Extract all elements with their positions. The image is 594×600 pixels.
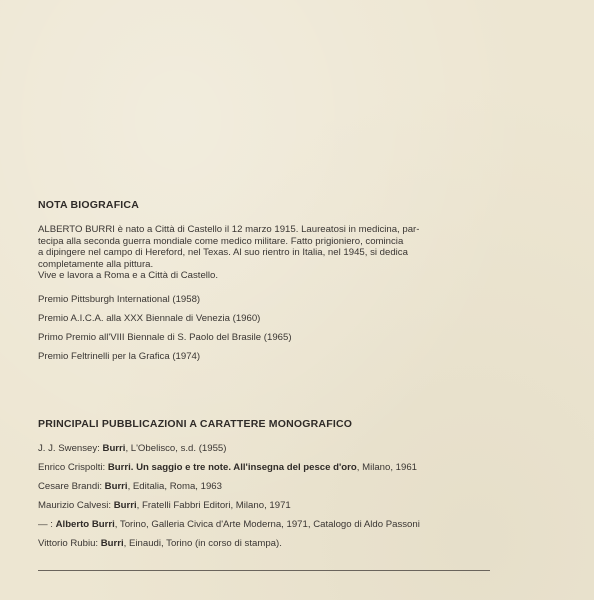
publication-details: , Torino, Galleria Civica d'Arte Moderna, 1971, Catalogo di Aldo Passoni xyxy=(114,519,420,530)
award-item: Primo Premio all'VIII Biennale di S. Paolo del Brasile (1965) xyxy=(38,332,292,343)
bio-paragraph xyxy=(38,224,538,282)
publication-author: J. J. Swensey: xyxy=(38,443,103,454)
publication-title: Alberto Burri xyxy=(55,519,115,530)
publication-author: Maurizio Calvesi: xyxy=(38,500,114,511)
publication-title: Burri xyxy=(113,500,137,511)
publication-details: , Editalia, Roma, 1963 xyxy=(127,481,222,492)
publication-author: Vittorio Rubiu: xyxy=(38,538,101,549)
bio-line: completamente alla pittura. xyxy=(38,258,154,270)
awards-list xyxy=(38,294,292,370)
publication-details: , Milano, 1961 xyxy=(356,462,418,473)
award-item: Premio A.I.C.A. alla XXX Biennale di Venezia (1960) xyxy=(38,313,261,324)
publication-author: — : xyxy=(38,519,56,530)
publication-item xyxy=(38,443,420,462)
publication-details: , L'Obelisco, s.d. (1955) xyxy=(125,443,227,454)
bio-line: a dipingere nel campo di Hereford, nel Texas. Al suo rientro in Italia, nel 1945, si dedica xyxy=(38,247,408,259)
publications-heading: PRINCIPALI PUBBLICAZIONI A CARATTERE MONOGRAFICO xyxy=(38,418,353,430)
publication-item xyxy=(38,519,420,538)
publication-details: , Einaudi, Torino (in corso di stampa). xyxy=(123,538,282,549)
award-item: Premio Pittsburgh International (1958) xyxy=(38,294,201,305)
footer-divider xyxy=(38,570,490,571)
bio-line: tecipa alla seconda guerra mondiale come medico militare. Fatto prigioniero, comincia xyxy=(38,235,404,247)
publication-author: Cesare Brandi: xyxy=(38,481,105,492)
publication-item xyxy=(38,538,420,557)
award-item: Premio Feltrinelli per la Grafica (1974) xyxy=(38,351,201,362)
publication-item xyxy=(38,462,420,481)
publication-details: , Fratelli Fabbri Editori, Milano, 1971 xyxy=(136,500,291,511)
publications-list xyxy=(38,443,420,557)
publication-title: Burri. Un saggio e tre note. All'insegna del pesce d'oro xyxy=(107,462,357,473)
bio-line: ALBERTO BURRI è nato a Città di Castello il 12 marzo 1915. Laureatosi in medicina, par- xyxy=(38,224,420,235)
publication-item xyxy=(38,500,420,519)
bio-line: Vive e lavora a Roma e a Città di Castello. xyxy=(38,270,219,282)
bio-heading: NOTA BIOGRAFICA xyxy=(38,199,139,211)
publication-title: Burri xyxy=(102,443,126,454)
publication-title: Burri xyxy=(100,538,124,549)
publication-title: Burri xyxy=(104,481,128,492)
publication-item xyxy=(38,481,420,500)
publication-author: Enrico Crispolti: xyxy=(38,462,108,473)
